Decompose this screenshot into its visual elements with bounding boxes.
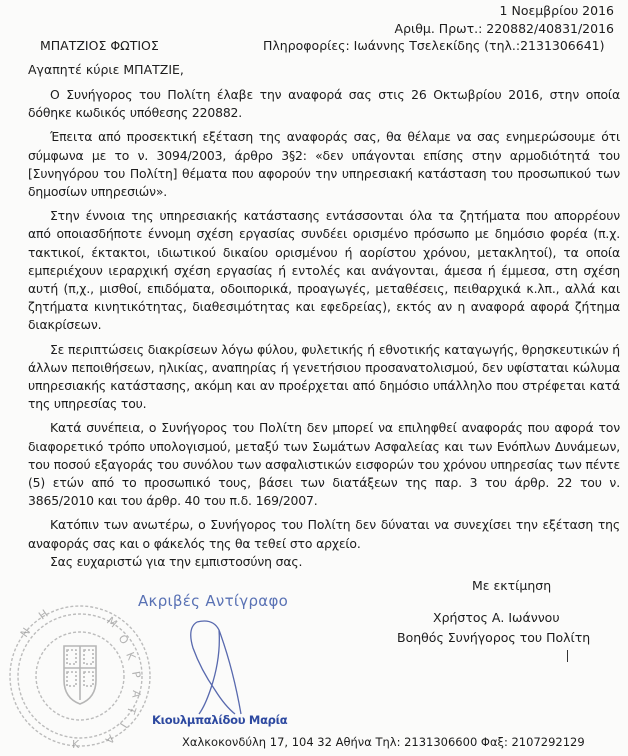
paragraph: Ο Συνήγορος του Πολίτη έλαβε την αναφορά σας στις 26 Οκτωβρίου 2016, στην οποία δόθηκε κωδικός υπόθεσης 220882.: [28, 87, 620, 121]
text-cursor-mark: [567, 650, 568, 662]
closing-salutation: Με εκτίμηση: [472, 578, 552, 593]
svg-text:Α: Α: [129, 689, 143, 699]
handwritten-signature-icon: [185, 618, 255, 718]
paragraph: Έπειτα από προσεκτική εξέταση της αναφοράς σας, θα θέλαμε να σας ενημερώσουμε ότι σύμφωνα με το ν. 3094/2003, άρθρο 3§2: «δεν υπάγονται επίσης στην αρμοδιότητά του [Συνηγόρου του Πολίτη] θέματα που αφορούν την υπηρεσιακή κατάσταση του προσωπικού των δημοσίων υπηρεσιών».: [28, 129, 620, 200]
official-seal-icon: [2, 598, 162, 754]
svg-text:Ρ: Ρ: [129, 670, 144, 680]
svg-text:Κ: Κ: [123, 650, 138, 662]
certified-copy-stamp: Ακριβές Αντίγραφο: [138, 592, 289, 610]
protocol-number: Αριθμ. Πρωτ.: 220882/40831/2016: [394, 21, 614, 36]
letter-header: [395, 2, 614, 38]
svg-text:Ν: Ν: [17, 625, 34, 640]
recipient-name: ΜΠΑΤΖΙΟΣ ΦΩΤΙΟΣ: [40, 38, 159, 53]
letter-body: [28, 86, 620, 577]
svg-text:Ο: Ο: [115, 632, 132, 647]
signatory-name: Χρήστος Α. Ιωάννου: [433, 610, 560, 625]
paragraph: Κατά συνέπεια, ο Συνήγορος του Πολίτη δεν μπορεί να επιληφθεί αναφοράς που αφορά τον διαφορετικό τρόπο υπολογισμού, μεταξύ των Σωμάτων Ασφαλείας και των Ενόπλων Δυνάμεων, του ποσού εξαγοράς του συνόλου των ασφαλιστικών εισφορών του χρόνου υπηρεσίας των πέντε (5) ετών από το προσωπικό τους, βάσει των διατάξεων της παρ. 3 του άρθρ. 22 του ν. 3865/2010 και του άρθρ. 40 του π.δ. 169/2007.: [28, 420, 620, 509]
svg-text:Η: Η: [36, 607, 51, 623]
letter-date: 1 Νοεμβρίου 2016: [499, 3, 614, 18]
signatory-title: Βοηθός Συνήγορος του Πολίτη: [397, 630, 591, 645]
svg-text:Α: Α: [102, 731, 118, 747]
svg-text:Τ: Τ: [124, 705, 139, 716]
paragraph: Σας ευχαριστώ για την εμπιστοσύνη σας.: [50, 553, 303, 569]
svg-text:Ι: Ι: [116, 720, 130, 731]
paragraph: Κατόπιν των ανωτέρω, ο Συνήγορος του Πολίτη δεν δύναται να συνεχίσει την εξέταση της αναφοράς σας και ο φάκελός της θα τεθεί στο αρχείο.: [28, 517, 620, 551]
certifier-name: Κιουλμπαλίδου Μαρία: [152, 713, 288, 727]
svg-text:Μ: Μ: [104, 614, 120, 631]
paragraph: Στην έννοια της υπηρεσιακής κατάστασης εντάσσονται όλα τα ζητήματα που απορρέουν από οποιασδήποτε έννομη σχέση εργασίας συνδέει ορισμένο πρόσωπο με δημόσιο φορέα (π.χ. τακτικοί, έκτακτοι, ιδιωτικού δικαίου ορισμένου ή αορίστου χρόνου, μετακλητοί), τα οποία εμπεριέχουν ιεραρχική σχέση εργασίας ή εντολές και ανάγονται, άμεσα ή έμμεσα, στη σχέση αυτή (π,χ., μισθοί, επιδόματα, οδοιπορικά, προαγωγές, μεταθέσεις, πειθαρχικά κ.λπ., αλλά και ζητήματα κινητικότητας, διαθεσιμότητας και εφεδρείας), εκτός αν η αναφορά αφορά ζήτημα διακρίσεων.: [28, 208, 620, 333]
svg-text:Κ: Κ: [72, 738, 80, 751]
greeting: Αγαπητέ κύριε ΜΠΑΤΖΙΕ,: [28, 62, 184, 77]
footer-address: Χαλκοκονδύλη 17, 104 32 Αθήνα Τηλ: 2131306600 Φαξ: 2107292129: [182, 735, 585, 749]
contact-information: Πληροφορίες: Ιωάννης Τσελεκίδης (τηλ.:2131306641): [263, 38, 605, 53]
paragraph: Σε περιπτώσεις διακρίσεων λόγω φύλου, φυλετικής ή εθνοτικής καταγωγής, θρησκευτικών ή άλλων πεποιθήσεων, ηλικίας, αναπηρίας ή γενετήσιου προσανατολισμού, δεν υφίσταται κώλυμα υπηρεσιακής κατάστασης, ακόμη και αν προέρχεται από δημόσιο υπάλληλο που στρέφεται κατά της υπηρεσίας του.: [28, 341, 620, 412]
